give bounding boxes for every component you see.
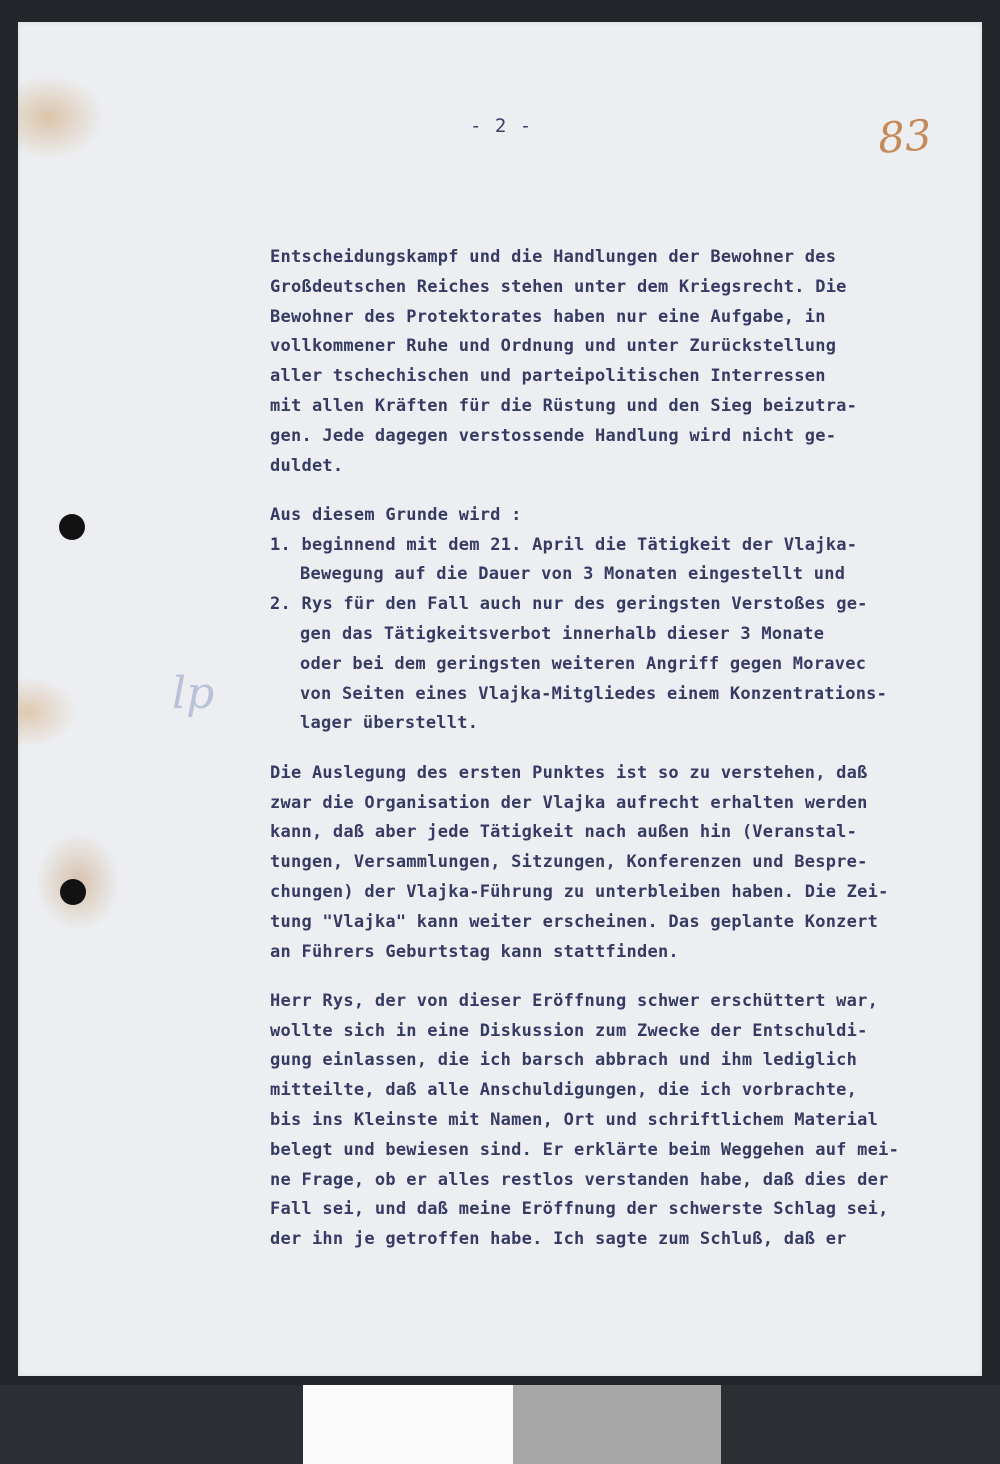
- paragraph-gap: [270, 967, 970, 987]
- typed-body-text: [270, 243, 970, 1255]
- paragraph-gap: [270, 739, 970, 759]
- text-line: Großdeutschen Reiches stehen unter dem Kriegsrecht. Die: [270, 276, 847, 297]
- text-line: mit allen Kräften für die Rüstung und den Sieg beizutra-: [270, 395, 858, 416]
- text-line: der ihn je getroffen habe. Ich sagte zum Schluß, daß er: [270, 1229, 847, 1250]
- handwritten-folio-number: 83: [876, 110, 934, 163]
- list-marker: 1.: [270, 534, 291, 555]
- text-line: gung einlassen, die ich barsch abbrach und ihm lediglich: [270, 1050, 858, 1071]
- list-item-2: [270, 590, 970, 739]
- text-line: wollte sich in eine Diskussion zum Zwecke der Entschuldi-: [270, 1020, 868, 1041]
- text-line: gen. Jede dagegen verstossende Handlung wird nicht ge-: [270, 425, 837, 446]
- list-marker: 2.: [270, 594, 291, 615]
- text-line: tung "Vlajka" kann weiter erscheinen. Das geplante Konzert: [270, 911, 879, 932]
- text-line: chungen) der Vlajka-Führung zu unterbleiben haben. Die Zei-: [270, 881, 889, 902]
- text-line: belegt und bewiesen sind. Er erklärte beim Weggehen auf mei-: [270, 1139, 900, 1160]
- list-item-1: [270, 531, 970, 591]
- text-line: Die Auslegung des ersten Punktes ist so zu verstehen, daß: [270, 762, 868, 783]
- text-line: zwar die Organisation der Vlajka aufrecht erhalten werden: [270, 792, 868, 813]
- text-line: lager überstellt.: [300, 713, 479, 734]
- text-line: Bewegung auf die Dauer von 3 Monaten eingestellt und: [300, 564, 846, 585]
- text-line: an Führers Geburtstag kann stattfinden.: [270, 941, 679, 962]
- paragraph-2: [270, 501, 970, 739]
- text-line: aller tschechischen und parteipolitischen Interressen: [270, 366, 826, 387]
- calibration-patch-grey: [513, 1385, 721, 1464]
- text-line: Fall sei, und daß meine Eröffnung der schwerste Schlag sei,: [270, 1199, 889, 1220]
- text-line: Herr Rys, der von dieser Eröffnung schwer erschüttert war,: [270, 990, 879, 1011]
- text-line: Entscheidungskampf und die Handlungen der Bewohner des: [270, 247, 837, 267]
- text-line: gen das Tätigkeitsverbot innerhalb dieser 3 Monate: [300, 624, 825, 645]
- text-line: Bewohner des Protektorates haben nur eine Aufgabe, in: [270, 306, 826, 327]
- margin-pencil-mark: lp: [172, 668, 215, 719]
- paragraph-3: [270, 759, 970, 968]
- text-line: mitteilte, daß alle Anschuldigungen, die ich vorbrachte,: [270, 1080, 858, 1101]
- text-line: oder bei dem geringsten weiteren Angriff gegen Moravec: [300, 653, 867, 674]
- text-line: Aus diesem Grunde wird :: [270, 504, 522, 525]
- text-line: Rys für den Fall auch nur des geringsten Verstoßes ge-: [301, 594, 868, 615]
- text-line: vollkommener Ruhe und Ordnung und unter Zurückstellung: [270, 336, 837, 357]
- page-number: - 2 -: [470, 115, 533, 137]
- text-line: beginnend mit dem 21. April die Tätigkeit der Vlajka-: [301, 534, 858, 555]
- text-line: duldet.: [270, 455, 344, 476]
- text-line: tungen, Versammlungen, Sitzungen, Konferenzen und Bespre-: [270, 852, 868, 873]
- paragraph-1: [270, 243, 970, 481]
- text-line: bis ins Kleinste mit Namen, Ort und schriftlichem Material: [270, 1110, 879, 1131]
- paragraph-4: [270, 987, 970, 1255]
- text-line: von Seiten eines Vlajka-Mitgliedes einem Konzentrations-: [300, 683, 888, 704]
- paragraph-gap: [270, 481, 970, 501]
- text-line: kann, daß aber jede Tätigkeit nach außen hin (Veranstal-: [270, 822, 858, 843]
- calibration-patch-white: [303, 1385, 513, 1464]
- punch-hole-top: [59, 514, 85, 540]
- punch-hole-bottom: [60, 879, 86, 905]
- text-line: ne Frage, ob er alles restlos verstanden habe, daß dies der: [270, 1169, 889, 1190]
